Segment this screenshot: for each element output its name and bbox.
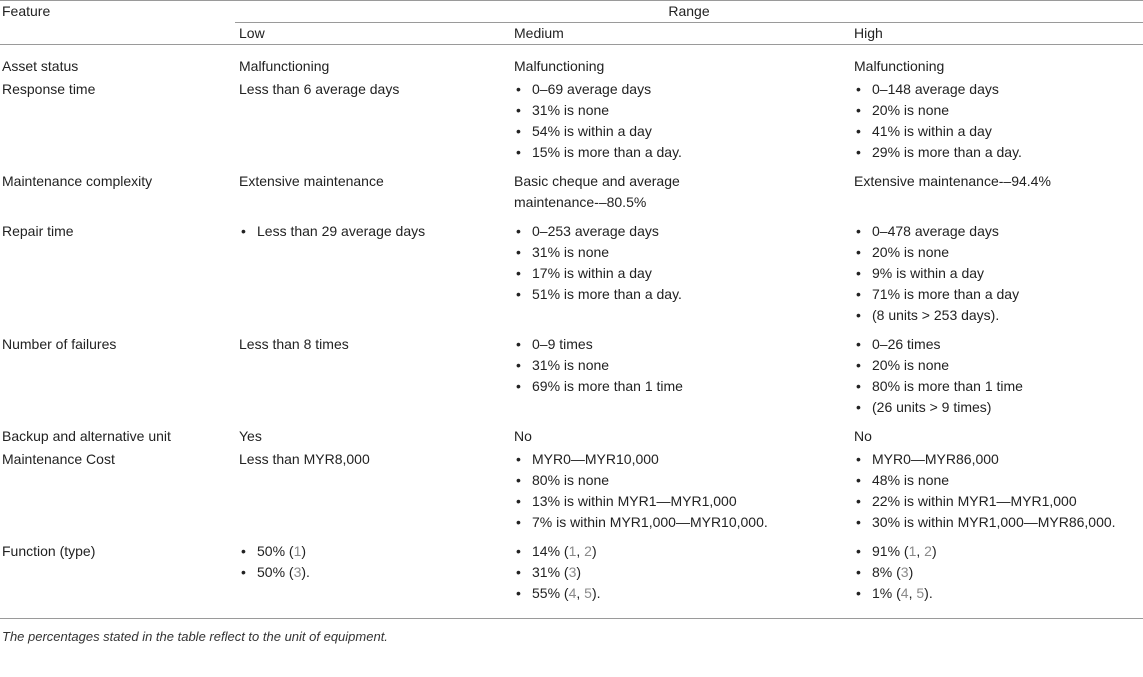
row-label-response-time: Response time	[2, 81, 96, 97]
list-item: • 31% is none	[514, 242, 850, 263]
row-label-maintenance-cost: Maintenance Cost	[2, 451, 115, 467]
cell-low: Yes	[239, 428, 262, 444]
table-footnote: The percentages stated in the table reflect to the unit of equipment.	[2, 629, 388, 644]
table-row	[0, 533, 1143, 619]
text-segment: ).	[924, 585, 933, 601]
cell-low: Extensive maintenance	[239, 173, 384, 189]
bullet-list	[854, 541, 1143, 604]
list-item	[239, 562, 511, 583]
list-item: • 9% is within a day	[854, 263, 1143, 284]
text-segment: )	[931, 543, 937, 559]
header-high: High	[854, 25, 883, 41]
reference-link[interactable]: 5	[916, 585, 925, 601]
cell-high	[850, 213, 1143, 326]
list-item: • 0–26 times	[854, 334, 1143, 355]
reference-link[interactable]: 4	[568, 585, 577, 601]
text-segment: 50% (	[257, 564, 294, 580]
table-row	[0, 163, 1143, 213]
list-item: • 15% is more than a day.	[514, 142, 850, 163]
cell-high: Extensive maintenance-–94.4%	[854, 173, 1051, 189]
cell-medium: Malfunctioning	[514, 58, 605, 74]
list-item: • 22% is within MYR1—MYR1,000	[854, 491, 1143, 512]
bullet-list	[854, 334, 1143, 418]
cell-line: Basic cheque and average	[514, 173, 680, 189]
list-item	[854, 583, 1143, 604]
list-item: • 41% is within a day	[854, 121, 1143, 142]
reference-link[interactable]: 2	[584, 543, 592, 559]
cell-high	[850, 533, 1143, 619]
cell-high: No	[854, 428, 872, 444]
list-item: • 20% is none	[854, 242, 1143, 263]
text-segment: 55% (	[532, 585, 569, 601]
list-item: • 48% is none	[854, 470, 1143, 491]
table-row	[0, 418, 1143, 447]
row-label-asset-status: Asset status	[2, 58, 79, 74]
row-label-function-type: Function (type)	[2, 543, 96, 559]
list-item	[239, 541, 511, 562]
list-item: • 80% is none	[514, 470, 850, 491]
bullet-list	[514, 221, 850, 305]
reference-link[interactable]: 5	[584, 585, 592, 601]
list-item: • MYR0—MYR10,000	[514, 449, 850, 470]
text-segment: )	[908, 564, 914, 580]
list-item: • 69% is more than 1 time	[514, 376, 850, 397]
list-item: • 29% is more than a day.	[854, 142, 1143, 163]
text-segment: 91% (	[872, 543, 909, 559]
row-label-maintenance-complexity: Maintenance complexity	[2, 173, 153, 189]
header-feature-spacer	[0, 23, 235, 45]
list-item: • 7% is within MYR1,000—MYR10,000.	[514, 512, 850, 533]
cell-medium	[511, 77, 850, 163]
text-segment: 50% (	[257, 543, 294, 559]
bullet-list	[514, 79, 850, 163]
text-segment: )	[301, 543, 307, 559]
bullet-list	[854, 221, 1143, 326]
reference-link[interactable]: 3	[293, 564, 302, 580]
cell-low: Malfunctioning	[239, 58, 330, 74]
cell-low	[235, 533, 511, 619]
list-item: • 54% is within a day	[514, 121, 850, 142]
list-item: • 51% is more than a day.	[514, 284, 850, 305]
reference-link[interactable]: 2	[924, 543, 932, 559]
bullet-list	[514, 334, 850, 397]
list-item: • 31% is none	[514, 355, 850, 376]
cell-medium	[511, 163, 850, 213]
list-item: • 71% is more than a day	[854, 284, 1143, 305]
reference-link[interactable]: 4	[900, 585, 909, 601]
text-segment: 14% (	[532, 543, 569, 559]
bullet-list	[854, 79, 1143, 163]
header-low: Low	[239, 25, 265, 41]
text-segment: 8% (	[872, 564, 901, 580]
header-medium: Medium	[514, 25, 564, 41]
cell-low: Less than MYR8,000	[239, 451, 370, 467]
cell-medium: No	[514, 428, 532, 444]
cell-medium	[511, 326, 850, 418]
text-segment: ,	[908, 585, 917, 601]
list-item: • 13% is within MYR1—MYR1,000	[514, 491, 850, 512]
list-item: • 0–69 average days	[514, 79, 850, 100]
bullet-list	[854, 449, 1143, 533]
table-row	[0, 77, 1143, 163]
text-segment: ).	[591, 585, 601, 601]
bullet-list	[514, 449, 850, 533]
list-item: • 0–148 average days	[854, 79, 1143, 100]
text-segment: ,	[576, 585, 585, 601]
cell-medium	[511, 447, 850, 533]
cell-high	[850, 326, 1143, 418]
list-item: • (26 units > 9 times)	[854, 397, 1143, 418]
text-segment: ,	[576, 543, 585, 559]
reference-link[interactable]: 1	[908, 543, 917, 559]
cell-medium	[511, 213, 850, 326]
reference-link[interactable]: 3	[568, 564, 577, 580]
header-feature: Feature	[2, 3, 51, 19]
header-range: Range	[235, 1, 1143, 23]
bullet-list	[239, 541, 511, 583]
list-item: • 20% is none	[854, 100, 1143, 121]
list-item	[514, 583, 850, 604]
list-item: • 20% is none	[854, 355, 1143, 376]
reference-link[interactable]: 1	[568, 543, 577, 559]
cell-low: Less than 6 average days	[239, 81, 400, 97]
list-item: • 17% is within a day	[514, 263, 850, 284]
table-row	[0, 213, 1143, 326]
text-segment: )	[576, 564, 582, 580]
table-row	[0, 326, 1143, 418]
table-row	[0, 447, 1143, 533]
cell-medium	[511, 533, 850, 619]
table-row	[0, 45, 1143, 78]
bullet-list	[239, 221, 511, 242]
text-segment: ).	[301, 564, 310, 580]
list-item: • 0–253 average days	[514, 221, 850, 242]
list-item	[514, 541, 850, 562]
cell-low	[235, 213, 511, 326]
text-segment: ,	[916, 543, 925, 559]
row-label-number-of-failures: Number of failures	[2, 336, 117, 352]
list-item: • 31% is none	[514, 100, 850, 121]
list-item: • 0–478 average days	[854, 221, 1143, 242]
row-label-backup-unit: Backup and alternative unit	[2, 428, 171, 444]
text-segment: )	[591, 543, 597, 559]
text-segment: 1% (	[872, 585, 901, 601]
list-item	[854, 541, 1143, 562]
row-label-repair-time: Repair time	[2, 223, 74, 239]
list-item	[514, 562, 850, 583]
cell-high	[850, 77, 1143, 163]
reference-link[interactable]: 1	[293, 543, 302, 559]
cell-low: Less than 8 times	[239, 336, 349, 352]
list-item: • 30% is within MYR1,000—MYR86,000.	[854, 512, 1143, 533]
list-item: • 80% is more than 1 time	[854, 376, 1143, 397]
list-item: • 0–9 times	[514, 334, 850, 355]
list-item: • MYR0—MYR86,000	[854, 449, 1143, 470]
list-item: • (8 units > 253 days).	[854, 305, 1143, 326]
list-item: • Less than 29 average days	[239, 221, 511, 242]
bullet-list	[514, 541, 850, 604]
cell-high: Malfunctioning	[854, 58, 945, 74]
reference-link[interactable]: 3	[900, 564, 909, 580]
cell-line: maintenance-–80.5%	[514, 194, 647, 210]
list-item	[854, 562, 1143, 583]
text-segment: 31% (	[532, 564, 569, 580]
cell-high	[850, 447, 1143, 533]
